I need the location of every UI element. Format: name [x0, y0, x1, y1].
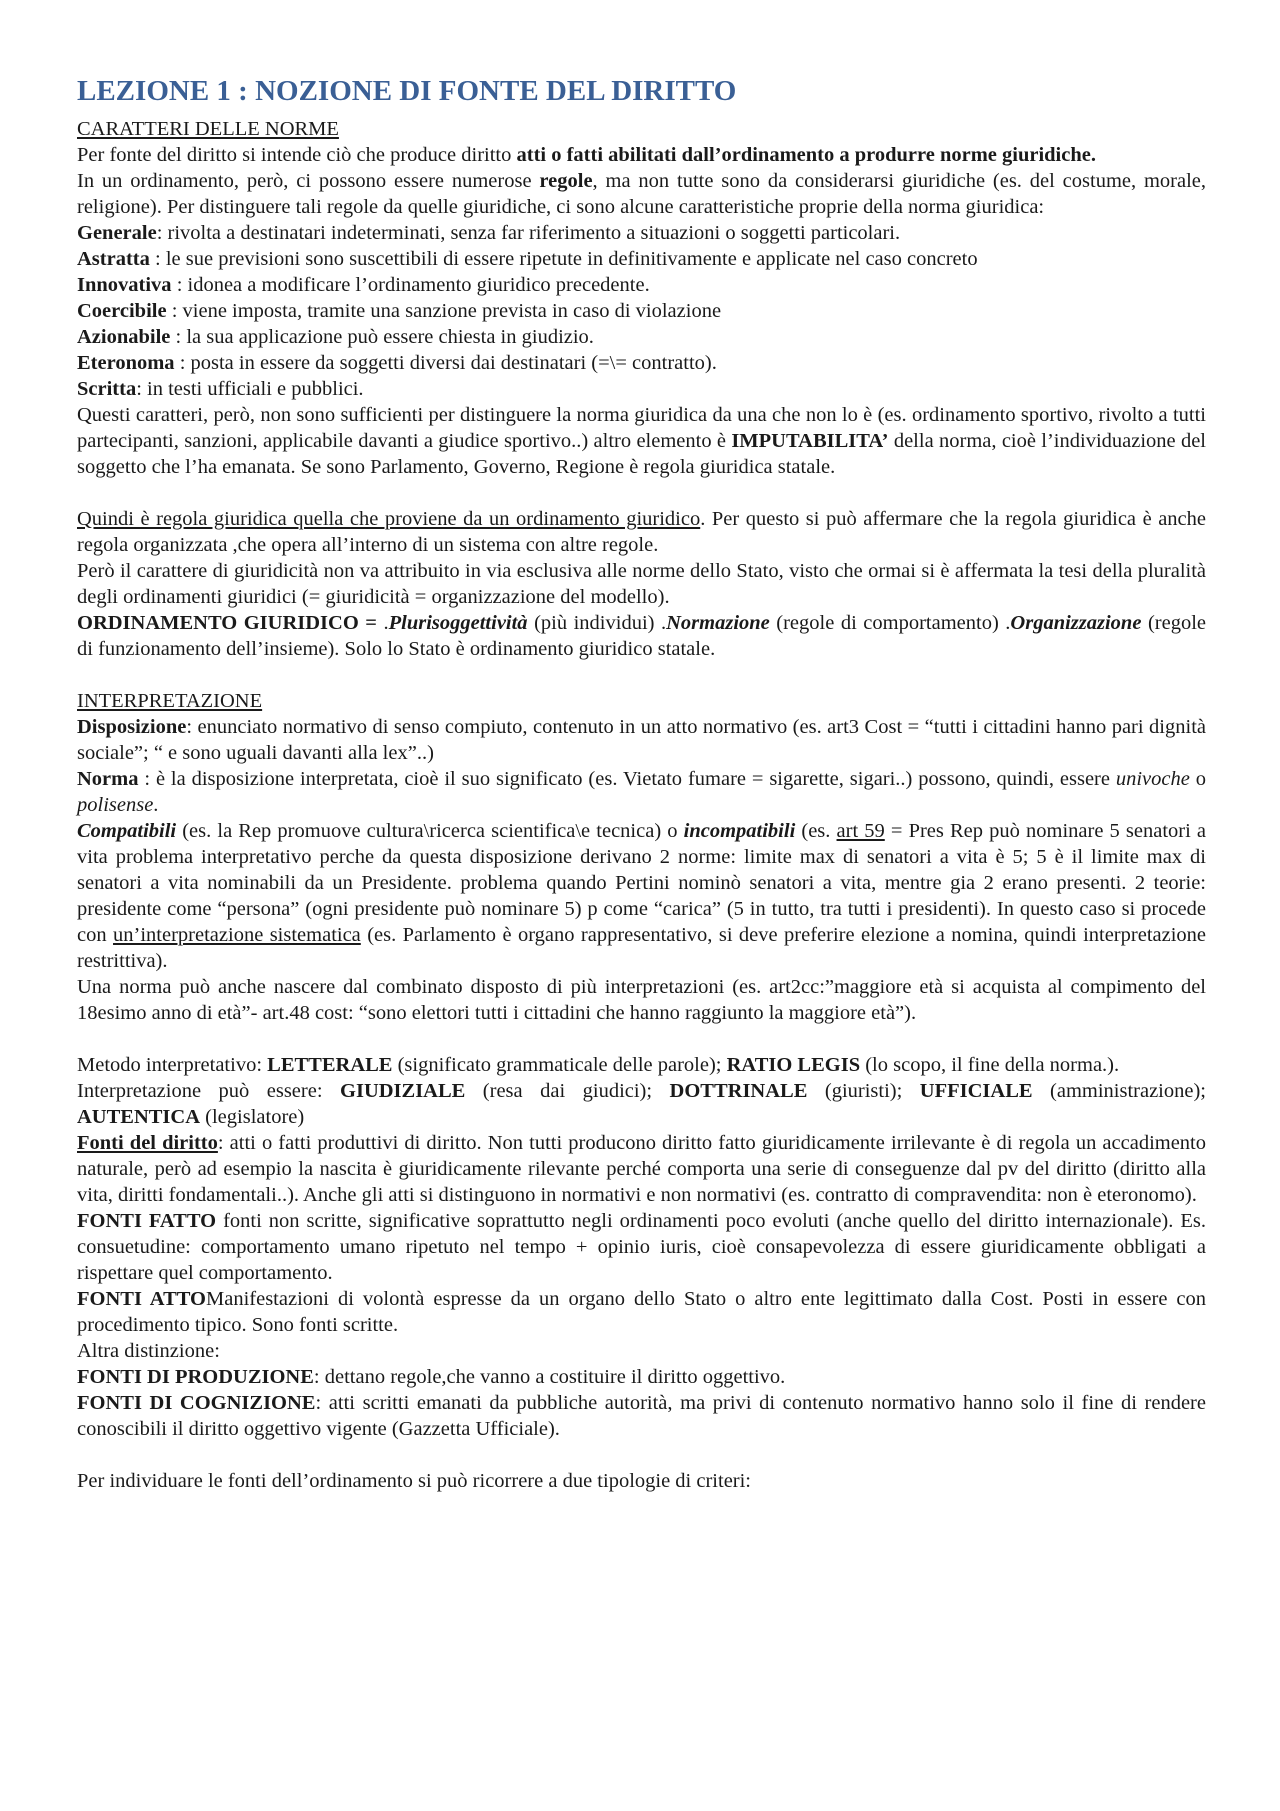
def-innovativa: Innovativa : idonea a modificare l’ordinamento giuridico precedente. [77, 274, 650, 296]
paragraph-norma: Norma : è la disposizione interpretata, cioè il suo significato (es. Vietato fumare = sigarette, sigari..) possono, quindi, essere univoche o polisense. [77, 768, 1206, 816]
section-heading-caratteri: CARATTERI DELLE NORME [77, 118, 339, 140]
paragraph-fonti-atto: FONTI ATTOManifestazioni di volontà espresse da un organo dello Stato o altro ente legittimato dalla Cost. Posti in essere con procedimento tipico. Sono fonti scritte. [77, 1288, 1207, 1336]
paragraph-fonti-diritto: Fonti del diritto: atti o fatti produttivi di diritto. Non tutti producono diritto fatto giuridicamente irrilevante è di regola un accadimento naturale, però ad esempio la nascita è giuridicamente rilevante perché comporta una serie di conseguenze dal pv del diritto (diritto alla vita, diritti fondamentali..). Anche gli atti si distinguono in normativi e non normativi (es. contratto di compravendita: non è eteronomo). [77, 1132, 1207, 1206]
def-coercibile: Coercibile : viene imposta, tramite una sanzione prevista in caso di violazione [77, 300, 722, 322]
document-page [77, 72, 1206, 1494]
def-scritta: Scritta: in testi ufficiali e pubblici. [77, 378, 364, 400]
def-azionabile: Azionabile : la sua applicazione può essere chiesta in giudizio. [77, 326, 594, 348]
paragraph-fonte-definizione: Per fonte del diritto si intende ciò che produce diritto atti o fatti abilitati dall’ordinamento a produrre norme giuridiche. [77, 144, 1096, 166]
section-heading-interpretazione: INTERPRETAZIONE [77, 690, 263, 712]
paragraph-altra-distinzione: Altra distinzione: [77, 1340, 220, 1362]
page-title: LEZIONE 1 : NOZIONE DI FONTE DEL DIRITTO [77, 75, 737, 107]
def-generale: Generale: rivolta a destinatari indeterminati, senza far riferimento a situazioni o soggetti particolari. [77, 222, 901, 244]
paragraph-fonti-fatto: FONTI FATTO fonti non scritte, significative soprattutto negli ordinamenti poco evoluti (anche quello del diritto internazionale). Es. consuetudine: comportamento umano ripetuto nel tempo + opinio iuris, cioè consapevolezza di essere giuridicamente obbligati a rispettare quel comportamento. [77, 1210, 1206, 1284]
paragraph-regole: In un ordinamento, però, ci possono essere numerose regole, ma non tutte sono da considerarsi giuridiche (es. del costume, morale, religione). Per distinguere tali regole da quelle giuridiche, ci sono alcune caratteristiche proprie della norma giuridica: [77, 170, 1206, 218]
paragraph-fonti-cognizione: FONTI DI COGNIZIONE: atti scritti emanati da pubbliche autorità, ma privi di contenuto normativo hanno solo il fine di rendere conoscibili il diritto oggettivo vigente (Gazzetta Ufficiale). [77, 1392, 1206, 1440]
paragraph-compatibili: Compatibili (es. la Rep promuove cultura\ricerca scientifica\e tecnica) o incompatibili (es. art 59 = Pres Rep può nominare 5 senatori a vita problema interpretativo perche da questa disposizione derivano 2 norme: limite max di senatori a vita è 5; 5 è il limite max di senatori a vita nominabili da un Presidente. problema quando Pertini nominò senatori a vita, mentre gia 2 erano presenti. 2 teorie: presidente come “persona” (ogni presidente può nominare 5) p come “carica” (5 in tutto, tra tutti i presidenti). In questo caso si procede con un’interpretazione sistematica (es. Parlamento è organo rappresentativo, si deve preferire elezione a nomina, quindi interpretazione restrittiva). [77, 820, 1207, 972]
paragraph-combinato: Una norma può anche nascere dal combinato disposto di più interpretazioni (es. art2cc:”maggiore età si acquista al compimento del 18esimo anno di età”- art.48 cost: “sono elettori tutti i cittadini che hanno raggiunto la maggiore età”). [77, 976, 1206, 1024]
paragraph-ordinamento: ORDINAMENTO GIURIDICO = .Plurisoggettività (più individui) .Normazione (regole di comportamento) .Organizzazione (regole di funzionamento dell’insieme). Solo lo Stato è ordinamento giuridico statale. [77, 612, 1206, 660]
paragraph-tipi-interpretazione: Interpretazione può essere: GIUDIZIALE (resa dai giudici); DOTTRINALE (giuristi); UFFICIALE (amministrazione); AUTENTICA (legislatore) [77, 1080, 1206, 1128]
paragraph-criteri: Per individuare le fonti dell’ordinamento si può ricorrere a due tipologie di criteri: [77, 1470, 752, 1492]
def-astratta: Astratta : le sue previsioni sono suscettibili di essere ripetute in definitivamente e applicate nel caso concreto [77, 248, 978, 270]
paragraph-metodo: Metodo interpretativo: LETTERALE (significato grammaticale delle parole); RATIO LEGIS (lo scopo, il fine della norma.). [77, 1054, 1120, 1076]
paragraph-fonti-produzione: FONTI DI PRODUZIONE: dettano regole,che vanno a costituire il diritto oggettivo. [77, 1366, 786, 1388]
paragraph-disposizione: Disposizione: enunciato normativo di senso compiuto, contenuto in un atto normativo (es. art3 Cost = “tutti i cittadini hanno pari dignità sociale”; “ e sono uguali davanti alla lex”..) [77, 716, 1206, 764]
paragraph-imputabilita: Questi caratteri, però, non sono sufficienti per distinguere la norma giuridica da una che non lo è (es. ordinamento sportivo, rivolto a tutti partecipanti, sanzioni, applicabile davanti a giudice sportivo..) altro elemento è IMPUTABILITA’ della norma, cioè l’individuazione del soggetto che l’ha emanata. Se sono Parlamento, Governo, Regione è regola giuridica statale. [77, 404, 1206, 478]
paragraph-regola-giuridica: Quindi è regola giuridica quella che proviene da un ordinamento giuridico. Per questo si può affermare che la regola giuridica è anche regola organizzata ,che opera all’interno di un sistema con altre regole. [77, 508, 1206, 556]
paragraph-pluralita: Però il carattere di giuridicità non va attribuito in via esclusiva alle norme dello Stato, visto che ormai si è affermata la tesi della pluralità degli ordinamenti giuridici (= giuridicità = organizzazione del modello). [77, 560, 1206, 608]
def-eteronoma: Eteronoma : posta in essere da soggetti diversi dai destinatari (=\= contratto). [77, 352, 717, 374]
